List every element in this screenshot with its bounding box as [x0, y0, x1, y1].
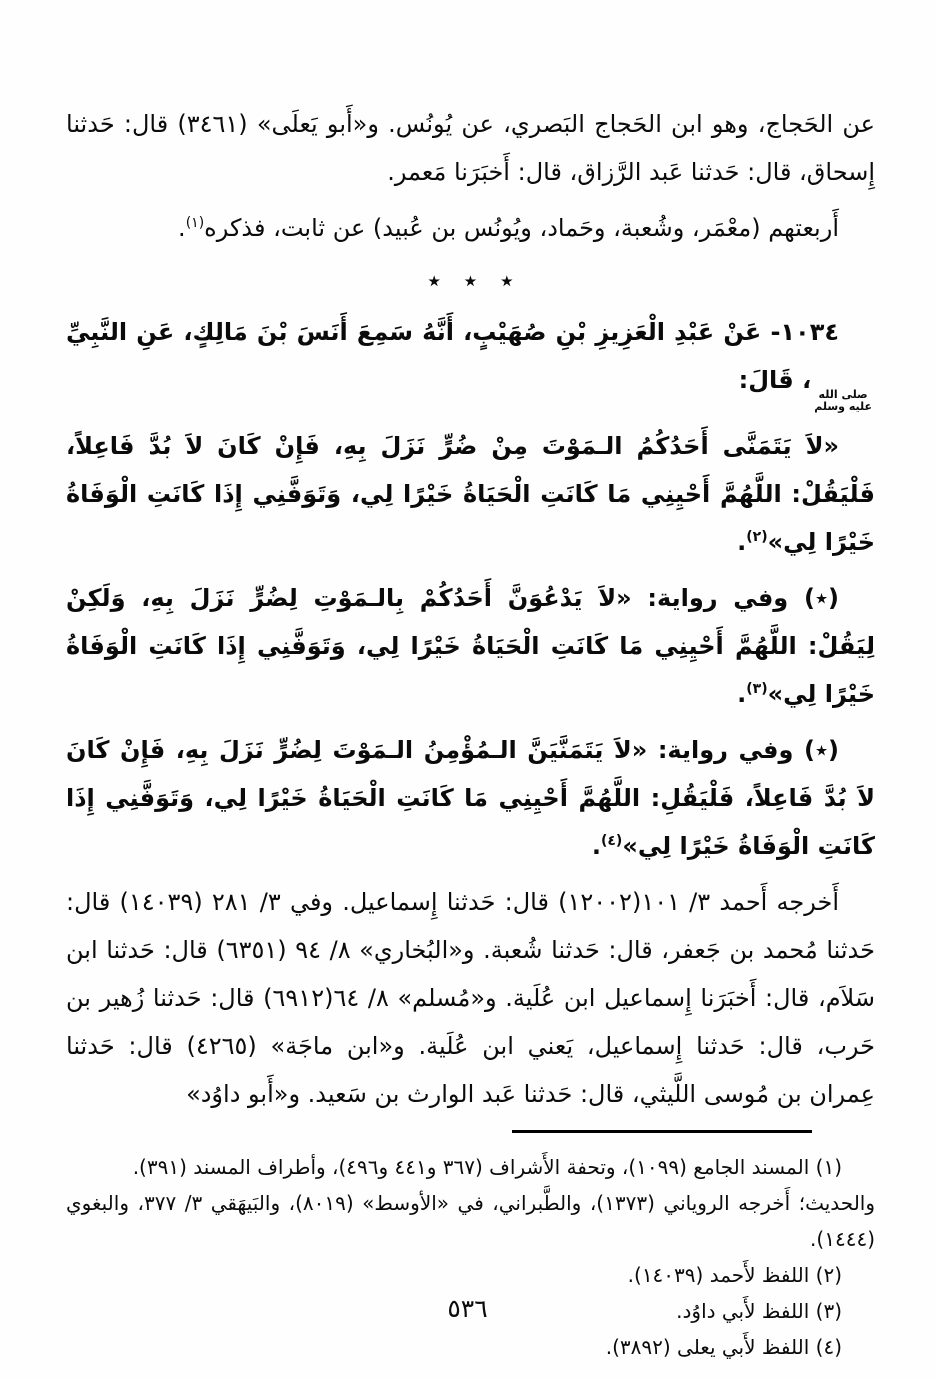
paragraph-hadith-matn [66, 422, 875, 566]
footnote-2-text: اللفظ لأَحمد (١٤٠٣٩). [627, 1262, 810, 1287]
hadith-number-and-isnad: ١٠٣٤- عَنْ عَبْدِ الْعَزِيزِ بْنِ صُهَيْبٍ، أَنَّهُ سَمِعَ أَنَسَ بْنَ مَالِكٍ، عَنِ النَّبِيِّ [66, 317, 839, 346]
footnote-2 [66, 1257, 842, 1293]
footnote-4-text: اللفظ لأَبي يعلى (٣٨٩٢). [605, 1334, 810, 1359]
footnote-ref-1: (١) [185, 215, 205, 231]
paragraph-narrators-summary [66, 204, 875, 252]
paragraph-hadith-variant-2 [66, 726, 875, 870]
paragraph-hadith-isnad [66, 308, 875, 414]
paragraph-hadith-variant-1 [66, 574, 875, 718]
paragraph-isnad-continuation: عن الحَجاج، وهو ابن الحَجاج البَصري، عن يُونُس. و«أَبو يَعلَى» (٣٤٦١) قال: حَدثنا إِسحاق، قال: حَدثنا عَبد الرَّزاق، قال: أَخبَرَنا مَعمر. [66, 110, 875, 186]
variant-1-period: . [737, 679, 747, 708]
narrators-summary-text: أَربعتهم (معْمَر، وشُعبة، وحَماد، ويُونُس بن عُبيد) عن ثابت، فذكره [204, 214, 839, 242]
hadith-isnad-tail: ، قَالَ: [738, 365, 812, 394]
pbuh-symbol [814, 389, 872, 414]
footnotes-block [66, 1149, 875, 1365]
footnote-1-continuation: والحديث؛ أَخرجه الروياني (١٣٧٣)، والطَّبراني، في «الأوسط» (٨٠١٩)، والبَيهَقي ٣/ ٣٧٧، والبغوي (١٤٤٤). [66, 1190, 875, 1251]
hadith-matn-text: «لاَ يَتَمَنَّى أَحَدُكُمُ الـمَوْتَ مِنْ ضُرٍّ نَزَلَ بِهِ، فَإِنْ كَانَ لاَ بُدَّ فَاعِلاً، فَلْيَقُلْ: اللَّهُمَّ أَحْيِنِي مَا كَانَتِ الْحَيَاةُ خَيْرًا لِي، وَتَوَفَّنِي إِذَا كَانَتِ الْوَفَاةُ خَيْرًا لِي» [66, 431, 875, 556]
hadith-matn-period: . [737, 527, 747, 556]
variant-1-text: (٭) وفي رواية: «لاَ يَدْعُوَنَّ أَحَدُكُمْ بِالـمَوْتِ لِضُرٍّ نَزَلَ بِهِ، وَلَكِنْ لِيَقُلْ: اللَّهُمَّ أَحْيِنِي مَا كَانَتِ الْحَيَاةُ خَيْرًا لِي، وَتَوَفَّنِي إِذَا كَانَتِ الْوَفَاةُ خَيْرًا لِي» [66, 583, 875, 708]
footnote-3-marker: (٣) [815, 1298, 842, 1323]
footnote-4-marker: (٤) [815, 1334, 842, 1359]
footnote-ref-2: (٢) [746, 528, 768, 545]
footnote-1-text: المسند الجامع (١٠٩٩)، وتحفة الأَشراف (٣٦٧ و٤٤١ و٤٩٦)، وأطراف المسند (٣٩١). [132, 1154, 810, 1179]
paragraph-takhrij: أَخرجه أَحمد ٣/ ١٠١(١٢٠٠٢) قال: حَدثنا إِسماعيل. وفي ٣/ ٢٨١ (١٤٠٣٩) قال: حَدثنا مُحمد بن جَعفر، قال: حَدثنا شُعبة. و«البُخاري» ٨/ ٩٤ (٦٣٥١) قال: حَدثنا ابن سَلاَم، قال: أَخبَرَنا إِسماعيل ابن عُلَية. و«مُسلم» ٨/ ٦٤(٦٩١٢) قال: حَدثنا زُهير بن حَرب، قال: حَدثنا إِسماعيل، يَعني ابن عُلَية. و«ابن ماجَة» (٤٢٦٥) قال: حَدثنا عِمران بن مُوسى اللَّيثي، قال: حَدثنا عَبد الوارث بن سَعيد. و«أَبو داوُد» [66, 887, 875, 1108]
pbuh-line2: عليه وسلم [814, 400, 872, 414]
narrators-summary-period: . [178, 214, 186, 242]
variant-2-period: . [591, 831, 601, 860]
footnote-2-marker: (٢) [815, 1262, 842, 1287]
footnote-ref-4: (٤) [600, 832, 623, 849]
footnote-separator-line [512, 1130, 812, 1133]
footnote-3-text: اللفظ لأَبي داوُد. [676, 1298, 810, 1323]
page-number: ٥٣٦ [447, 1294, 488, 1323]
main-text-block [66, 100, 875, 1118]
variant-2-text: (٭) وفي رواية: «لاَ يَتَمَنَّيَنَّ الـمُؤْمِنُ الـمَوْتَ لِضُرٍّ نَزَلَ بِهِ، فَإِنْ كَانَ لاَ بُدَّ فَاعِلاً، فَلْيَقُلِ: اللَّهُمَّ أَحْيِنِي مَا كَانَتِ الْحَيَاةُ خَيْرًا لِي، وَتَوَفَّنِي إِذَا كَانَتِ الْوَفَاةُ خَيْرًا لِي» [66, 735, 875, 860]
pbuh-line1: صلى الله [818, 387, 868, 401]
footnote-1-marker: (١) [815, 1154, 842, 1179]
footnote-ref-3: (٣) [746, 680, 768, 697]
footnote-1 [66, 1149, 842, 1185]
footnote-4 [66, 1329, 842, 1365]
section-separator-stars: ٭ ٭ ٭ [427, 266, 514, 295]
